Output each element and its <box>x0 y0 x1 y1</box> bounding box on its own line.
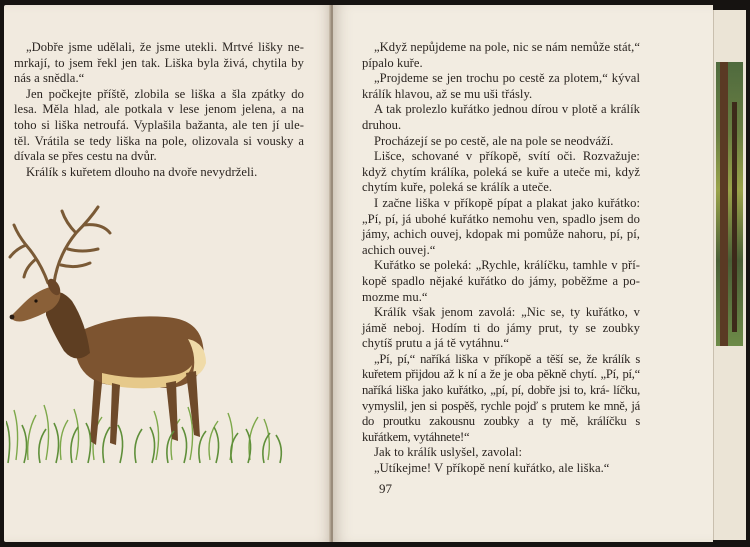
next-page-illustration <box>716 62 743 346</box>
text-line: Jak to králík uslyšel, zavolal: <box>374 445 523 460</box>
text-paragraph <box>362 258 640 305</box>
tree-trunk <box>720 62 728 346</box>
deer-eye <box>34 299 37 302</box>
text-line: „Projdeme se jen trochu po cestě za plotem,“ kýval <box>374 71 640 86</box>
antlers <box>10 207 110 283</box>
text-line: mozme mu.“ <box>362 289 428 304</box>
right-page-text <box>362 40 640 477</box>
text-line: „Dobře jsme udělali, že jsme utekli. Mrtvé lišky ne- <box>26 40 304 54</box>
text-line: chytíš prutu a já tě vytáhnu.“ <box>362 336 509 351</box>
text-paragraph <box>362 102 640 133</box>
text-line: těl. Vrátila se tedy liška na pole, olizovala si vousky <box>14 133 294 148</box>
text-paragraph <box>362 134 640 150</box>
text-line: králík hlavou, až se mu uši třásly. <box>362 86 533 101</box>
text-paragraph <box>362 196 640 258</box>
text-paragraph <box>14 165 304 181</box>
text-paragraph <box>362 71 640 102</box>
text-line: nás a snědla.“ <box>14 71 85 86</box>
text-paragraph <box>362 445 640 461</box>
text-line: kuře, poleká se králík a uteče. <box>400 180 553 195</box>
text-line: „Pí, pí,“ naříká liška v příkopě a těší se, že králík <box>374 351 631 366</box>
grass <box>6 421 281 463</box>
text-line: „Utíkejme! V příkopě není kuřátko, ale liška.“ <box>374 461 610 476</box>
text-line: s kuřetem přijdou až k ní a že je oba pěkně chytí. „Pí, <box>362 351 640 382</box>
text-line: v jámě neboj. Hodím ti do jámy prut, ty se zoubky <box>362 305 641 335</box>
text-line: „Pí, pí, já ubohé kuřátko nemohu ven, spadlo jsem <box>362 211 624 226</box>
text-line: chytím králíka, poleká se kuře a uteče mi, když chytím <box>362 164 640 195</box>
deer-nose <box>10 315 15 320</box>
text-paragraph <box>362 40 640 71</box>
text-paragraph <box>14 87 304 165</box>
text-line: A tak prolezlo kuřátko jednou dírou v plotě a králík <box>374 102 640 117</box>
text-paragraph <box>362 305 640 352</box>
text-line: toho si liška netroufá. Vyplašila bažanta, ale ten jí ule- <box>14 117 304 132</box>
text-paragraph <box>362 352 640 446</box>
text-line: Lišce, schované v příkopě, svítí oči. Rozvažuje: když <box>362 149 640 179</box>
text-line: líčku, vymyslil, jen si pospěš, rychle pojď s prutem ke <box>362 383 640 413</box>
text-line: kopě spadlo nějaké kuřátko do jámy, poběžme a po- <box>362 273 640 288</box>
text-line: „Když nepůjdeme na pole, nic se nám nemůže stát,“ <box>374 40 640 54</box>
text-line: pí,“ naříká liška jako kuřátko, „pí, pí, dobře jsi to, krá- <box>362 367 640 398</box>
deer-illustration <box>6 205 286 467</box>
text-line: lesa. Měla hlad, ale potkala v lese jenom jelena, a na <box>14 102 304 117</box>
text-line: Jen počkejte příště, zlobila se liška a šla zpátky do <box>26 86 304 101</box>
text-line: Králík však jenom zavolá: „Nic se, ty kuřátko, <box>374 305 628 320</box>
text-line: I začne liška v příkopě pípat a plakat jako kuřátko: <box>374 195 640 210</box>
text-line: pí, achich ouvej.“ <box>362 227 640 257</box>
text-line: Králík s kuřetem dlouho na dvoře nevydrželi. <box>26 164 258 179</box>
text-paragraph <box>362 149 640 196</box>
text-paragraph <box>362 461 640 477</box>
text-paragraph <box>14 40 304 87</box>
text-line: mně, já do proutku zakousnu zoubky a ty mě, králíčku <box>362 398 641 429</box>
left-page-text <box>14 40 304 180</box>
text-line: druhou. <box>362 117 402 132</box>
text-line: pípalo kuře. <box>362 55 423 70</box>
text-line: s kuřátkem, vytáhnete!“ <box>362 414 640 444</box>
text-line: Kuřátko se poleká: „Rychle, králíčku, tamhle v pří- <box>374 258 640 273</box>
text-line: mrkají, to jsem řekl jen tak. Liška byla živá, chytila by <box>14 55 304 70</box>
page-number: 97 <box>379 481 392 496</box>
text-line: a dívala se přes cestu na dvůr. <box>14 133 304 164</box>
tree-trunk <box>732 102 737 332</box>
text-line: Procházejí se po cestě, ale na pole se neodváží. <box>374 133 614 148</box>
text-line: do jámy, achich ouvej, kdopak mi pomůže nahoru, pí, <box>362 211 640 242</box>
